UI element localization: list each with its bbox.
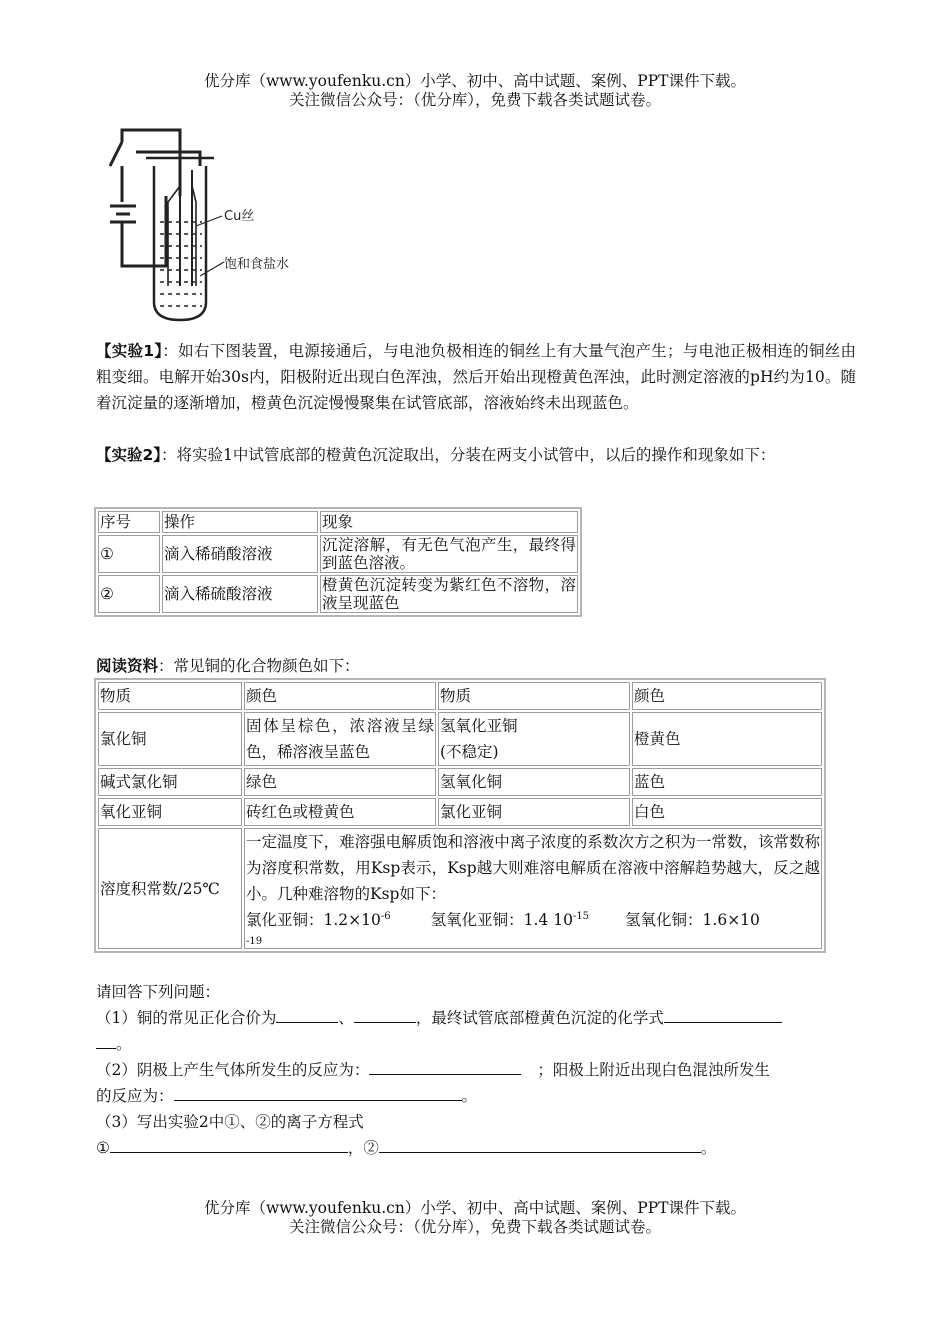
electrolysis-apparatus-figure — [96, 126, 306, 322]
table-cell: 橙黄色 — [632, 712, 822, 766]
header-line-2: 关注微信公众号：（优分库），免费下载各类试题试卷。 — [288, 91, 661, 109]
table-cell: 沉淀溶解，有无色气泡产生，最终得到蓝色溶液。 — [322, 536, 576, 572]
table-cell: ② — [98, 575, 160, 613]
question-1 — [96, 1005, 856, 1031]
question-2-text-d: 。 — [461, 1087, 478, 1105]
ksp-cucl-exponent: -6 — [380, 911, 391, 922]
table-row — [98, 768, 822, 796]
header-cell: 物质 — [438, 682, 630, 710]
label-saturated-brine: 饱和食盐水 — [224, 257, 290, 272]
question-1-end — [96, 1031, 856, 1057]
answer-blank-1b[interactable] — [354, 1006, 416, 1023]
ksp-cuoh2-exponent: -19 — [246, 936, 263, 947]
cell-line: 氢氧化亚铜 — [440, 717, 518, 735]
question-2-text-a: （2）阴极上产生气体所发生的反应为： — [96, 1061, 370, 1079]
question-1-text-c: ，最终试管底部橙黄色沉淀的化学式 — [415, 1009, 664, 1027]
table-cell: 氯化铜 — [98, 712, 242, 766]
cell-line: (不稳定) — [440, 743, 499, 761]
footer-line-1: 优分库（www.youfenku.cn）小学、初中、高中试题、案例、PPT课件下载。 — [203, 1199, 747, 1217]
table-cell: 砖红色或橙黄色 — [244, 798, 436, 826]
question-2-text-b: ；阳极上附近出现白色混浊所发生 — [537, 1061, 770, 1079]
question-3-label-b: ，② — [347, 1139, 379, 1157]
table-cell — [244, 828, 822, 949]
experiment-results-table — [94, 507, 582, 617]
table-cell: 白色 — [632, 798, 822, 826]
table-cell: 氢氧化铜 — [438, 768, 630, 796]
table-cell: 绿色 — [244, 768, 436, 796]
table-cell: 滴入稀硫酸溶液 — [162, 575, 318, 613]
table-cell: 橙黄色沉淀转变为紫红色不溶物，溶液呈现蓝色 — [322, 576, 576, 612]
ksp-cuoh2: 氢氧化铜：1.6×10 — [625, 911, 760, 929]
reading-material-paragraph — [96, 653, 856, 679]
page-header — [0, 72, 950, 110]
answer-blank-2b[interactable] — [174, 1084, 462, 1101]
table-cell: ① — [98, 535, 160, 573]
answer-blank-1d[interactable] — [96, 1032, 116, 1049]
answer-blank-3b[interactable] — [379, 1136, 701, 1153]
ksp-values — [246, 907, 820, 936]
ksp-cucl: 氯化亚铜：1.2×10 — [246, 911, 381, 929]
table-cell: 滴入稀硝酸溶液 — [162, 535, 318, 573]
questions-intro: 请回答下列问题： — [96, 983, 221, 1001]
table-cell: 氧化亚铜 — [98, 798, 242, 826]
table-header-row — [98, 511, 578, 533]
label-cu-wire: Cu丝 — [224, 209, 255, 224]
reading-title: 阅读资料 — [96, 657, 159, 675]
question-1-text-b: 、 — [338, 1009, 354, 1027]
questions-section — [96, 979, 856, 1161]
experiment-1-paragraph — [96, 338, 856, 416]
header-cell: 序号 — [98, 511, 160, 533]
ksp-cuoh-exponent: -15 — [572, 911, 590, 922]
page-footer — [0, 1199, 950, 1237]
question-3-label-a: ① — [96, 1139, 110, 1157]
footer-line-2: 关注微信公众号：（优分库），免费下载各类试题试卷。 — [288, 1218, 661, 1236]
table-cell: 固体呈棕色，浓溶液呈绿色，稀溶液呈蓝色 — [244, 712, 436, 766]
answer-blank-3a[interactable] — [110, 1136, 348, 1153]
table-row — [98, 828, 822, 949]
table-row — [98, 712, 822, 766]
table-cell: 碱式氯化铜 — [98, 768, 242, 796]
question-3-answers — [96, 1135, 856, 1161]
ksp-cuoh: 氢氧化亚铜：1.4 10 — [430, 911, 573, 929]
question-3-end: 。 — [700, 1139, 717, 1157]
question-2-cont — [96, 1083, 856, 1109]
table-cell: 蓝色 — [632, 768, 822, 796]
table-row — [98, 535, 578, 573]
answer-blank-1a[interactable] — [276, 1006, 338, 1023]
table-cell: 氯化亚铜 — [438, 798, 630, 826]
table-row — [98, 798, 822, 826]
question-3: （3）写出实验2中①、②的离子方程式 — [96, 1113, 364, 1131]
question-2 — [96, 1057, 856, 1083]
table-header-row — [98, 682, 822, 710]
header-cell: 颜色 — [632, 682, 822, 710]
header-cell: 颜色 — [244, 682, 436, 710]
ksp-description: 一定温度下，难溶强电解质饱和溶液中离子浓度的系数次方之积为一常数，该常数称为溶度积常数，用Ksp表示，Ksp越大则难溶电解质在溶液中溶解趋势越大，反之越小。几种难溶物的Ksp如下： — [246, 833, 820, 903]
experiment-1-title: 【实验1】 — [96, 342, 163, 360]
header-line-1: 优分库（www.youfenku.cn）小学、初中、高中试题、案例、PPT课件下载。 — [203, 72, 747, 90]
experiment-2-paragraph — [96, 442, 856, 468]
reading-text: ：常见铜的化合物颜色如下： — [158, 657, 360, 675]
header-cell: 现象 — [320, 511, 578, 533]
experiment-2-title: 【实验2】 — [96, 446, 162, 464]
table-cell — [438, 712, 630, 766]
question-2-text-c: 的反应为： — [96, 1087, 174, 1105]
header-cell: 操作 — [162, 511, 318, 533]
table-row — [98, 575, 578, 613]
header-cell: 物质 — [98, 682, 242, 710]
experiment-2-text: ：将实验1中试管底部的橙黄色沉淀取出，分装在两支小试管中，以后的操作和现象如下： — [161, 446, 776, 464]
answer-blank-1c[interactable] — [664, 1006, 782, 1023]
question-1-text-d: 。 — [116, 1035, 132, 1053]
question-1-text-a: （1）铜的常见正化合价为 — [96, 1009, 277, 1027]
experiment-1-text: ：如右下图装置，电源接通后，与电池负极相连的铜丝上有大量气泡产生；与电池正极相连的铜丝由粗变细。电解开始30s内，阳极附近出现白色浑浊，然后开始出现橙黄色浑浊，此时测定溶液的pH约为10。随着沉淀量的逐渐增加，橙黄色沉淀慢慢聚集在试管底部，溶液始终未出现蓝色。 — [96, 342, 856, 412]
copper-compounds-table — [94, 678, 826, 953]
answer-blank-2a[interactable] — [369, 1058, 521, 1075]
table-cell: 溶度积常数/25℃ — [98, 828, 242, 949]
